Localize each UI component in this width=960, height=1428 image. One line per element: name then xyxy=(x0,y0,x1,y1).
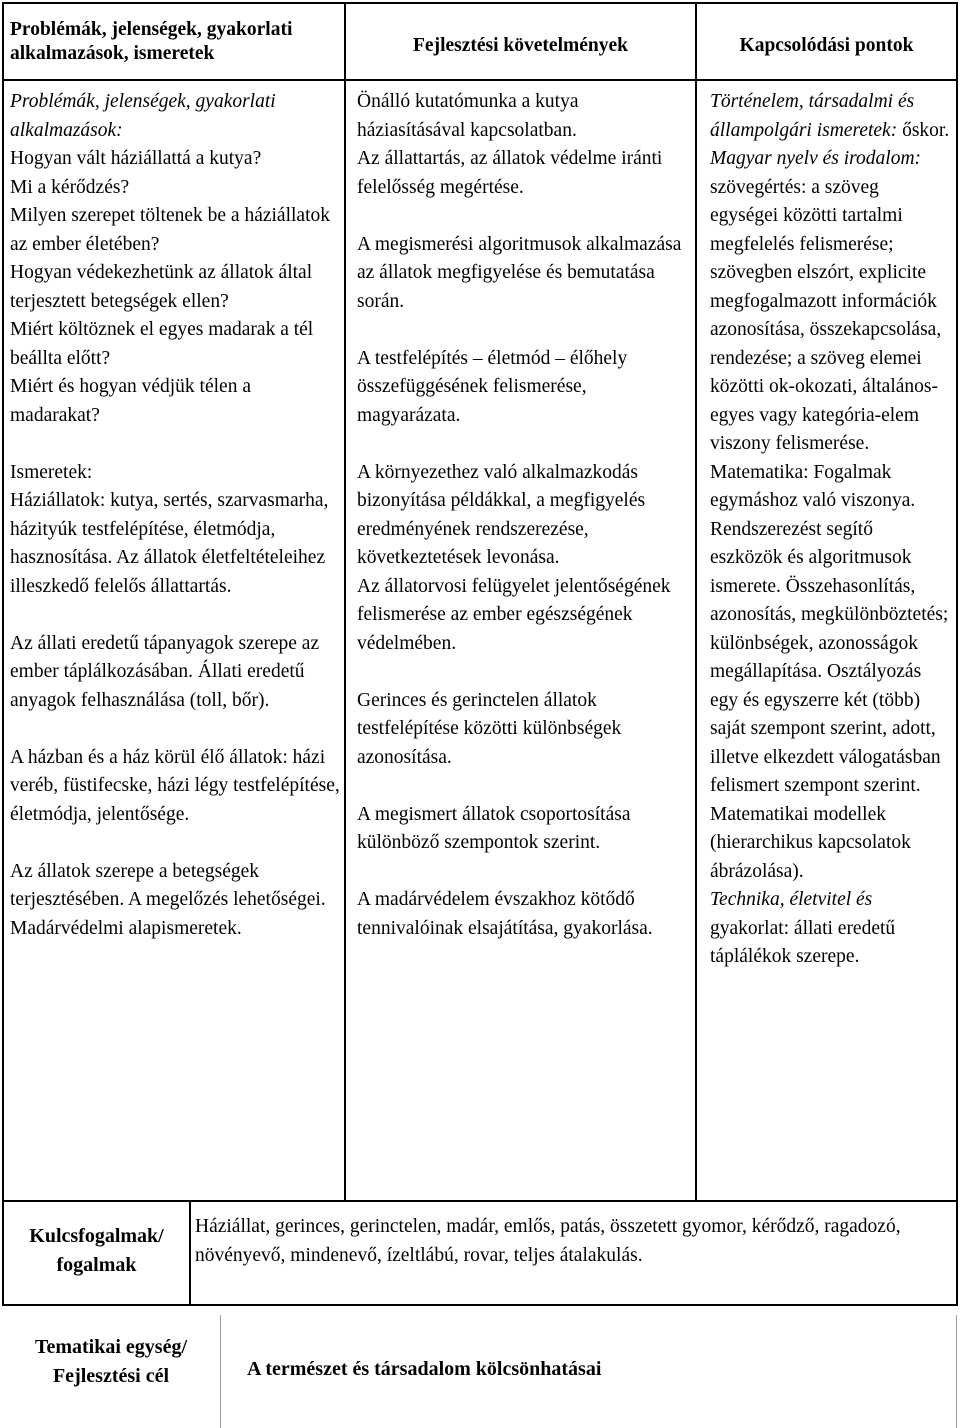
problems-heading: Problémák, jelenségek, gyakorlati alkalmazások: xyxy=(10,91,276,141)
col2-header: Fejlesztési követelmények xyxy=(413,35,628,56)
knowledge-paragraph: Az állati eredetű tápanyagok szerepe az ember táplálkozásában. Állati eredetű anyagok felhasználása (toll, bőr). xyxy=(10,632,320,711)
connection-language xyxy=(710,145,950,459)
divider-keywords-bottom xyxy=(2,1304,958,1306)
connection-math: Matematika: Fogalmak egymáshoz való viszonya. Rendszerezést segítő eszközök és algoritmusok ismerete. Összehasonlítás, azonosítás, megkülönböztetés; különbségek, azonosságok megállapítása. Osztályozás egy és egyszerre két (több) saját szempont szerint, adott, illetve elkezdett válogatásban felismert szempont szerint. Matematikai modellek (hierarchikus kapcsolatok ábrázolása). xyxy=(710,461,949,882)
requirement: A testfelépítés – életmód – élőhely összefüggésének felismerése, magyarázata. xyxy=(357,347,628,426)
requirement: Az állattartás, az állatok védelme iránti felelősség megértése. xyxy=(357,148,663,198)
problem-item: Hogyan vált háziállattá a kutya? xyxy=(10,148,262,169)
requirement: Az állatorvosi felügyelet jelentőségének felismerése az ember egészségének védelmében. xyxy=(357,575,671,654)
history-text: őskor. xyxy=(902,119,950,141)
requirement: Önálló kutatómunka a kutya háziasításával kapcsolatban. xyxy=(357,91,579,141)
problem-item: Hogyan védekezhetünk az állatok által terjesztett betegségek ellen? xyxy=(10,262,313,312)
border-right xyxy=(956,2,958,1306)
requirement: A megismert állatok csoportosítása különböző szempontok szerint. xyxy=(357,803,631,853)
language-text: szövegértés: a szöveg egységei közötti tartalmi megfelelés felismerése; szövegben elszórt, explicite megfogalmazott információk azonosítása, összekapcsolása, rendezése; a szöveg elemei közötti ok-okozati, általános-egyes vagy kategória-elem viszony felismerése. xyxy=(710,176,942,454)
requirement: A madárvédelem évszakhoz kötődő tennivalóinak elsajátítása, gyakorlása. xyxy=(357,889,653,939)
connection-technology xyxy=(710,886,950,972)
border-left xyxy=(2,2,4,1306)
requirement: A megismerési algoritmusok alkalmazása az állatok megfigyelése és bemutatása során. xyxy=(357,233,682,312)
knowledge-paragraph: Madárvédelmi alapismeretek. xyxy=(10,917,242,939)
col2-content xyxy=(357,88,691,943)
problem-item: Miért és hogyan védjük télen a madarakat? xyxy=(10,376,251,426)
technology-text: gyakorlat: állati eredetű táplálékok szerepe. xyxy=(710,917,896,967)
col3-header: Kapcsolódási pontok xyxy=(739,35,914,56)
divider-keywords-top xyxy=(2,1200,958,1202)
knowledge-paragraph: Háziállatok: kutya, sertés, szarvasmarha, házityúk testfelépítése, életmódja, hasznosítása. Az állatok életfeltételeihez illeszkedő felelős állattartás. xyxy=(10,490,329,597)
problem-item: Miért költöznek el egyes madarak a tél beállta előtt? xyxy=(10,319,314,369)
keywords-label: Kulcsfogalmak/ fogalmak xyxy=(29,1225,164,1276)
divider-col2 xyxy=(695,2,697,1200)
unit-label: Tematikai egység/ Fejlesztési cél xyxy=(34,1336,188,1387)
divider-header xyxy=(2,79,958,81)
border-top xyxy=(2,2,958,4)
col1-content xyxy=(10,88,342,943)
problem-item: Milyen szerepet töltenek be a háziállatok az ember életében? xyxy=(10,205,330,255)
divider-keywords-label xyxy=(189,1200,191,1305)
divider-col1 xyxy=(344,2,346,1200)
col1-header: Problémák, jelenségek, gyakorlati alkalmazások, ismeretek xyxy=(10,19,293,64)
problem-item: Mi a kérődzés? xyxy=(10,176,130,198)
history-label: Történelem, társadalmi és állampolgári ismeretek: xyxy=(710,91,915,141)
requirement: Gerinces és gerinctelen állatok testfelépítése közötti különbségek azonosítása. xyxy=(357,689,622,768)
knowledge-paragraph: Az állatok szerepe a betegségek terjesztésében. A megelőzés lehetőségei. xyxy=(10,860,326,910)
connection-history xyxy=(710,88,950,145)
keywords-text: Háziállat, gerinces, gerinctelen, madár, emlős, patás, összetett gyomor, kérődző, ragadozó, növényevő, mindenevő, ízeltlábú, rovar, teljes átalakulás. xyxy=(195,1216,901,1266)
col3-content xyxy=(710,88,950,972)
divider-unit-label xyxy=(220,1315,221,1428)
knowledge-paragraph: A házban és a ház körül élő állatok: házi veréb, füstifecske, házi légy testfelépítése, életmódja, jelentősége. xyxy=(10,746,340,825)
language-label: Magyar nyelv és irodalom: xyxy=(710,148,922,169)
knowledge-heading: Ismeretek: xyxy=(10,461,93,483)
border-unit-right xyxy=(956,1315,957,1428)
requirement: A környezethez való alkalmazkodás bizonyítása példákkal, a megfigyelés eredményének rendszerezése, következtetések levonása. xyxy=(357,461,646,568)
unit-title: A természet és társadalom kölcsönhatásai xyxy=(247,1358,602,1380)
technology-label: Technika, életvitel és xyxy=(710,889,873,910)
